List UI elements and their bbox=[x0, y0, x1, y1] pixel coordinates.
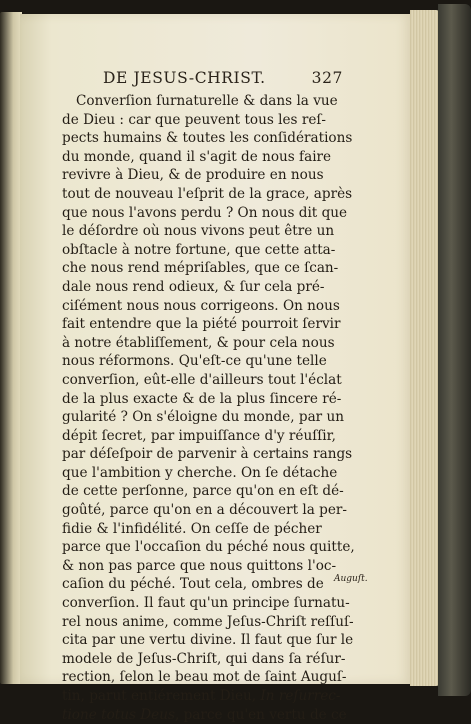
last-text-line bbox=[62, 706, 347, 724]
line-text: tin, parut entiérement Dieu, bbox=[62, 688, 261, 704]
running-title: DE JESUS-CHRIST. bbox=[103, 69, 266, 87]
text-line: cita par une vertu divine. Il faut que ſur le bbox=[62, 632, 354, 649]
text-line: que nous l'avons perdu ? On nous dit que bbox=[62, 204, 348, 221]
text-line: goûté, parce qu'on en a découvert la per- bbox=[62, 502, 347, 519]
text-line: à notre établiſſement, & pour cela nous bbox=[62, 334, 335, 351]
text-line: rel nous anime, comme Jeſus-Chriſt reſſuſ- bbox=[62, 613, 354, 630]
body-text bbox=[62, 92, 355, 724]
text-line: dale nous rend odieux, & ſur cela pré- bbox=[62, 278, 325, 295]
text-line: converſion. Il faut qu'un principe ſurnatu- bbox=[62, 595, 350, 612]
text-line: rection, ſelon le beau mot de ſaint Auguſ- bbox=[62, 669, 347, 686]
text-line: che nous rend mépriſables, que ce ſcan- bbox=[62, 260, 339, 277]
text-line: Converſion ſurnaturelle & dans la vue bbox=[76, 93, 338, 109]
line-text: , parce qu'en vertu de ce bbox=[174, 706, 347, 723]
text-line: obſtacle à notre fortune, que cette atta- bbox=[62, 241, 336, 258]
latin-quote: In reſurrec- bbox=[260, 688, 341, 704]
text-line: & non pas parce que nous quittons l'oc- bbox=[62, 557, 337, 574]
running-header bbox=[103, 69, 343, 91]
text-line: par déſeſpoir de parvenir à certains rangs bbox=[62, 446, 353, 463]
text-line: converſion, eût-elle d'ailleurs tout l'éclat bbox=[62, 371, 342, 388]
text-line: gularité ? On s'éloigne du monde, par un bbox=[62, 409, 345, 426]
text-line: modele de Jeſus-Chriſt, qui dans ſa réſur- bbox=[62, 650, 346, 667]
text-line: fidie & l'infidélité. On ceſſe de pécher bbox=[62, 520, 322, 537]
text-line-with-latin bbox=[62, 687, 341, 706]
text-line: caſion du péché. Tout cela, ombres de bbox=[62, 576, 324, 593]
text-line: pects humains & toutes les conſidérations bbox=[62, 130, 353, 147]
latin-quote: tione totus Deus bbox=[62, 706, 175, 723]
text-line: dépit ſecret, par impuiſſance d'y réuſſir, bbox=[62, 427, 336, 444]
page-number: 327 bbox=[311, 69, 343, 87]
text-line: nous réformons. Qu'eſt-ce qu'une telle bbox=[62, 353, 327, 370]
book-cover-edge bbox=[438, 4, 471, 696]
text-line: de Dieu : car que peuvent tous les reſ- bbox=[62, 111, 327, 128]
margin-note: Auguſt. bbox=[334, 574, 368, 584]
text-line: de la plus exacte & de la plus ſincere ré- bbox=[62, 390, 342, 407]
page-stack-edge bbox=[410, 10, 440, 686]
text-line: revivre à Dieu, & de produire en nous bbox=[62, 167, 324, 184]
text-line: tout de nouveau l'eſprit de la grace, après bbox=[62, 185, 353, 202]
left-page-edge bbox=[0, 12, 22, 684]
text-line: du monde, quand il s'agit de nous faire bbox=[62, 148, 332, 165]
text-line: parce que l'occaſion du péché nous quitte, bbox=[62, 539, 355, 556]
text-line: ciſément nous nous corrigeons. On nous bbox=[62, 297, 340, 314]
text-line: que l'ambition y cherche. On ſe détache bbox=[62, 464, 338, 481]
text-line: de cette perſonne, parce qu'on en eſt dé- bbox=[62, 483, 344, 500]
text-line: le déſordre où nous vivons peut être un bbox=[62, 223, 335, 240]
text-line: fait entendre que la piété pourroit ſervir bbox=[62, 316, 341, 333]
